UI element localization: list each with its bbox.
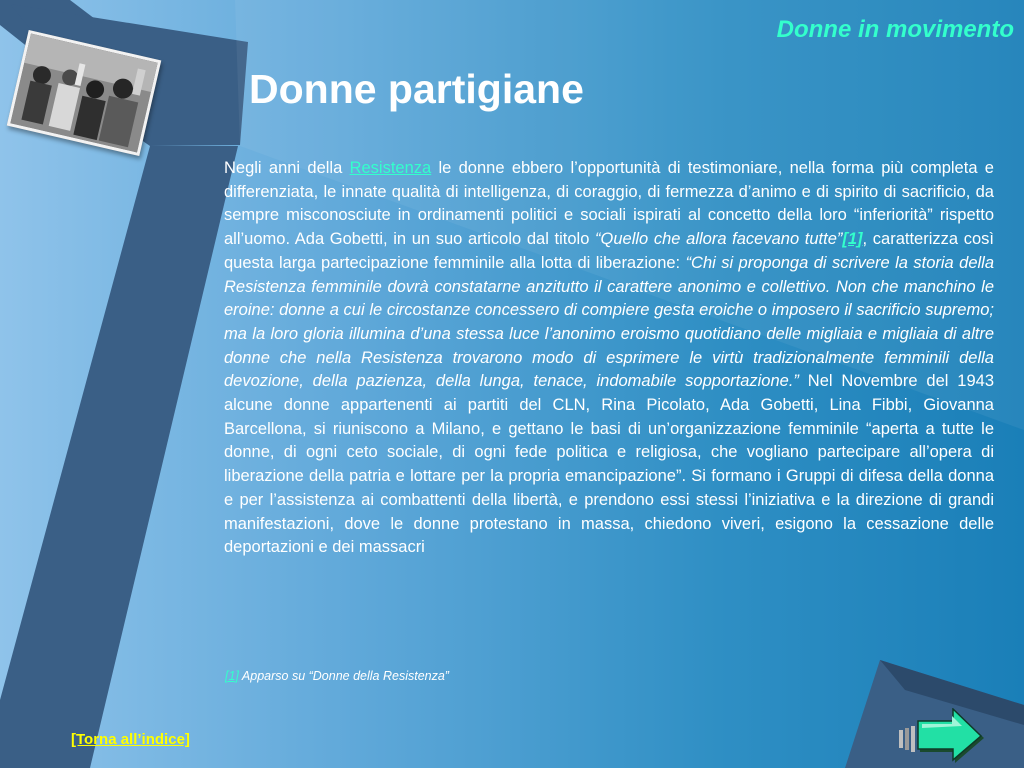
gobetti-quote: “Chi si proponga di scrivere la storia della Resistenza femminile dovrà constatarne anzitutto il carattere anonimo e collettivo. Non che manchino le eroine: donne a cui le circostanze concessero di compiere gesta eroiche o imposero il sacrificio supremo; ma la loro gloria illumina d’una stessa luce l’anonimo eroismo quotidiano delle migliaia e migliaia di altre donne che nella Resistenza trovarono modo di esprimere le virtù tradizionalmente femminili della devozione, della pazienza, della lunga, tenace, indomabile sopportazione.” (224, 253, 994, 391)
article-title-quote: “Quello che allora facevano tutte” (595, 230, 843, 249)
footnote-text: Apparso su “Donne della Resistenza” (238, 669, 449, 683)
back-to-index-link[interactable]: [Torna all’indice] (71, 731, 190, 748)
footnote (225, 669, 449, 683)
resistenza-link[interactable]: Resistenza (349, 159, 432, 177)
body-text (224, 157, 994, 560)
next-slide-button[interactable] (896, 708, 986, 764)
body-text-part: Negli anni della (224, 159, 350, 177)
body-text-part: , caratterizza così questa larga partecipazione femminile alla lotta di liberazione: (224, 230, 994, 272)
left-diagonal-band (0, 146, 238, 768)
footnote-ref-link[interactable]: [1] (842, 230, 863, 249)
section-title: Donne in movimento (776, 16, 1014, 43)
page-title: Donne partigiane (249, 66, 584, 112)
right-arrow-icon (896, 708, 986, 764)
footnote-anchor-link[interactable]: [1] (225, 669, 239, 683)
body-text-part: le donne ebbero l’opportunità di testimoniare, nella forma più completa e differenziata, le innate qualità di intelligenza, di coraggio, di fermezza d’animo e di spirito di sacrificio, da sempre misconosciute in ordinamenti politici e sociali ispirati al concetto della loro “inferiorità” rispetto all’uomo. Ada Gobetti, in un suo articolo dal titolo (224, 159, 994, 249)
body-text-part: Nel Novembre del 1943 alcune donne appartenenti ai partiti del CLN, Rina Picolato, Ada Gobetti, Lina Fibbi, Giovanna Barcellona, si riuniscono a Milano, e gettano le basi di un’organizzazione femminile “aperta a tutte le donne, di ogni ceto sociale, di ogni fede politica e religiosa, che vogliano partecipare all’opera di liberazione della patria e lottare per la propria emancipazione”. Si formano i Gruppi di difesa della donna e per l’assistenza ai combattenti della libertà, e prendono essi stessi l’iniziativa e la direzione di grandi manifestazioni, dove le donne protestano in massa, chiedono viveri, esigono la cessazione delle deportazioni e dei massacri (224, 372, 994, 557)
